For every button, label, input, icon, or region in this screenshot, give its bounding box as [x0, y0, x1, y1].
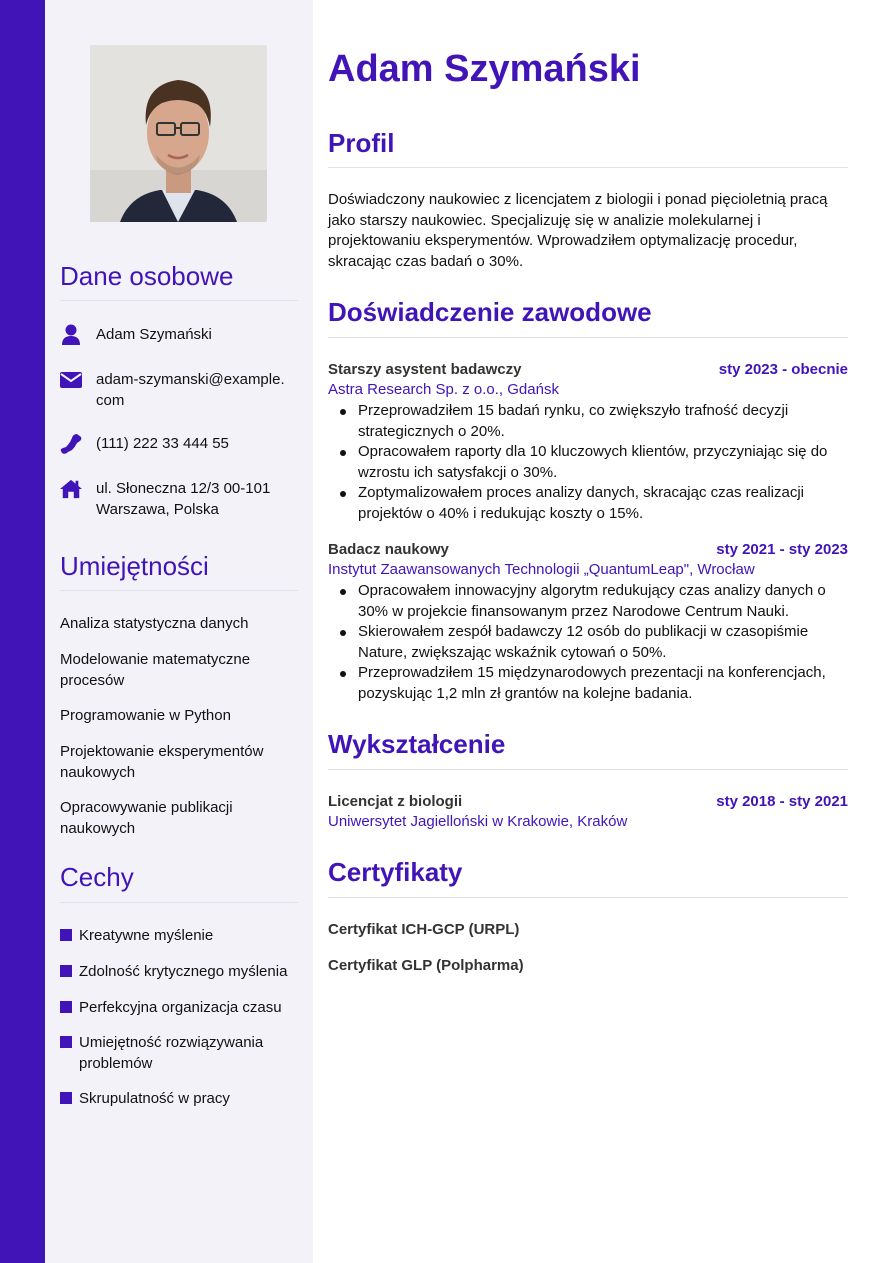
certificate-item: Certyfikat GLP (Polpharma)	[328, 957, 524, 974]
education-dates: sty 2018 - sty 2021	[716, 793, 848, 810]
section-heading-experience: Doświadczenie zawodowe	[328, 297, 652, 327]
skill-item: Modelowanie matematyczne procesów	[60, 651, 251, 689]
job-company: Instytut Zaawansowanych Technologii „QuantumLeap", Wrocław	[328, 561, 755, 578]
bullet-icon	[340, 491, 346, 497]
achievement-item	[328, 442, 848, 483]
square-bullet-icon	[60, 965, 72, 977]
achievement-item	[328, 401, 848, 442]
bullet-icon	[340, 671, 346, 677]
trait-text: Perfekcyjna organizacja czasu	[79, 999, 282, 1016]
job-title: Badacz naukowy	[328, 541, 449, 558]
skill-item: Projektowanie eksperymentów naukowych	[60, 743, 264, 781]
user-icon	[60, 324, 82, 346]
divider	[328, 897, 848, 898]
trait-item	[60, 997, 298, 1018]
contact-phone[interactable]	[60, 433, 298, 455]
achievement-text: Przeprowadziłem 15 międzynarodowych prezentacji na konferencjach, pozyskując 1,2 mln zł grantów na kolejne badania.	[358, 664, 826, 702]
achievement-item	[328, 483, 848, 524]
job-dates: sty 2023 - obecnie	[718, 361, 848, 378]
portrait-illustration	[90, 45, 267, 222]
job-dates: sty 2021 - sty 2023	[716, 541, 848, 558]
phone-icon	[60, 433, 82, 455]
contact-email-text[interactable]: adam-szymanski@example. com	[96, 371, 285, 409]
section-heading-traits: Cechy	[60, 862, 134, 892]
trait-item	[60, 1032, 298, 1074]
divider	[60, 300, 298, 301]
contact-address-text: ul. Słoneczna 12/3 00-101 Warszawa, Polska	[96, 480, 271, 518]
square-bullet-icon	[60, 1036, 72, 1048]
accent-stripe	[0, 0, 45, 1263]
square-bullet-icon	[60, 1001, 72, 1013]
divider	[60, 902, 298, 903]
skill-item: Programowanie w Python	[60, 707, 231, 724]
achievement-item	[328, 663, 848, 704]
contact-name	[60, 324, 298, 346]
profile-summary: Doświadczony naukowiec z licencjatem z biologii i ponad pięcioletnią pracą jako starszy naukowiec. Specjalizuję się w analizie molekularnej i projektowaniu eksperymentów. Wprowadziłem optymalizację procedur, skracając czas badań o 30%.	[328, 191, 828, 270]
divider	[60, 590, 298, 591]
contact-name-text: Adam Szymański	[96, 326, 212, 343]
divider	[328, 337, 848, 338]
contact-email[interactable]	[60, 369, 298, 411]
achievement-text: Przeprowadziłem 15 badań rynku, co zwiększyło trafność decyzji strategicznych o 20%.	[358, 402, 789, 440]
section-heading-education: Wykształcenie	[328, 729, 506, 759]
achievement-item	[328, 622, 848, 663]
section-heading-certificates: Certyfikaty	[328, 857, 463, 887]
job-company: Astra Research Sp. z o.o., Gdańsk	[328, 381, 559, 398]
achievement-text: Skierowałem zespół badawczy 12 osób do publikacji w czasopiśmie Nature, zwiększając wskaźnik cytowań o 50%.	[358, 623, 809, 661]
sidebar	[45, 0, 313, 1263]
envelope-icon	[60, 369, 82, 391]
bullet-icon	[340, 630, 346, 636]
job-title: Starszy asystent badawczy	[328, 361, 522, 378]
section-heading-skills: Umiejętności	[60, 551, 209, 581]
skill-item: Opracowywanie publikacji naukowych	[60, 799, 233, 837]
square-bullet-icon	[60, 1092, 72, 1104]
divider	[328, 167, 848, 168]
square-bullet-icon	[60, 929, 72, 941]
home-icon	[60, 478, 82, 500]
bullet-icon	[340, 450, 346, 456]
trait-item	[60, 961, 298, 982]
achievement-text: Zoptymalizowałem proces analizy danych, skracając czas realizacji projektów o 40% i redukując koszty o 15%.	[358, 484, 805, 522]
achievement-item	[328, 581, 848, 622]
job-achievements	[328, 401, 848, 524]
contact-address	[60, 478, 298, 520]
certificate-item: Certyfikat ICH-GCP (URPL)	[328, 921, 520, 938]
trait-item	[60, 925, 298, 946]
divider	[328, 769, 848, 770]
section-heading-profile: Profil	[328, 128, 395, 158]
section-heading-personal: Dane osobowe	[60, 261, 234, 291]
trait-text: Zdolność krytycznego myślenia	[79, 963, 288, 980]
candidate-name: Adam Szymański	[328, 48, 641, 90]
bullet-icon	[340, 589, 346, 595]
school-name: Uniwersytet Jagielloński w Krakowie, Kraków	[328, 813, 628, 830]
trait-text: Kreatywne myślenie	[79, 927, 214, 944]
job-achievements	[328, 581, 848, 704]
trait-item	[60, 1088, 298, 1109]
contact-phone-text[interactable]: (111) 222 33 444 55	[96, 435, 229, 452]
trait-text: Umiejętność rozwiązywania problemów	[79, 1034, 264, 1072]
bullet-icon	[340, 409, 346, 415]
skill-item: Analiza statystyczna danych	[60, 615, 249, 632]
degree-title: Licencjat z biologii	[328, 793, 463, 810]
achievement-text: Opracowałem raporty dla 10 kluczowych klientów, przyczyniając się do wzrostu ich satysfakcji o 30%.	[358, 443, 828, 481]
achievement-text: Opracowałem innowacyjny algorytm redukujący czas analizy danych o 30% w projekcie finansowanym przez Narodowe Centrum Nauki.	[358, 582, 826, 620]
trait-text: Skrupulatność w pracy	[79, 1090, 230, 1107]
profile-photo	[90, 45, 267, 222]
